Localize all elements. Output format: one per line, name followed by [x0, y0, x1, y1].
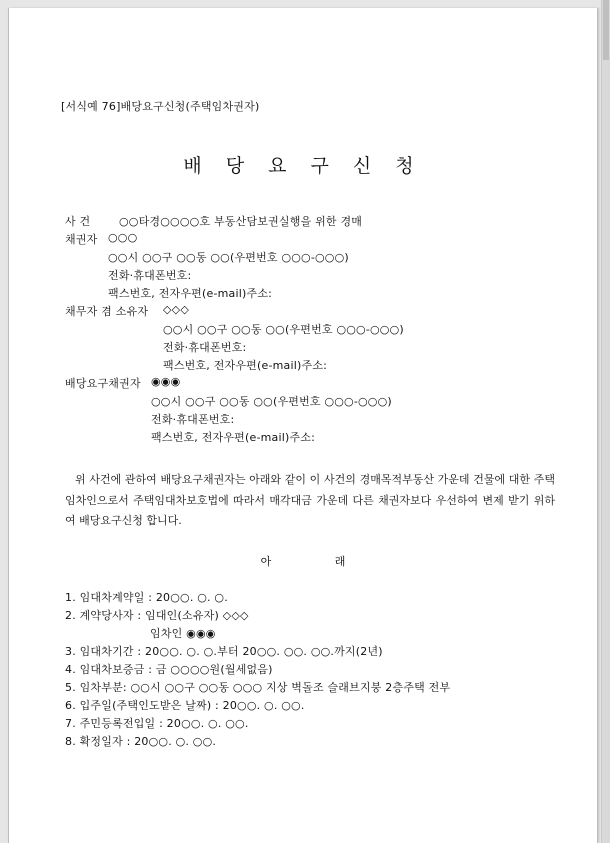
- creditor-label: 채권자: [65, 233, 98, 246]
- creditor-fax: 팩스번호, 전자우편(e-mail)주소:: [108, 287, 273, 300]
- below-heading: 아 래: [260, 555, 346, 568]
- item-parties: 2. 계약당사자 : 임대인(소유자) ◇◇◇: [65, 609, 249, 622]
- item-move-in-date: 6. 입주일(주택인도받은 날짜) : 20○○. ○. ○○.: [65, 699, 305, 712]
- body-paragraph: 위 사건에 관하여 배당요구채권자는 아래와 같이 이 사건의 경매목적부동산 가운데 건물에 대한 주택임차인으로서 주택임대차보호법에 따라서 매각대금 가운데 다른 채권자보다 우선하여 변제 받기 위하여 배당요구신청 합니다.: [65, 473, 555, 527]
- creditor-address: ○○시 ○○구 ○○동 ○○(우편번호 ○○○-○○○): [108, 251, 349, 264]
- document-title: 배 당 요 구 신 청: [183, 155, 423, 177]
- claimant-name: ◉◉◉: [151, 375, 181, 388]
- item-fixed-date: 8. 확정일자 : 20○○. ○. ○○.: [65, 735, 217, 748]
- debtor-label: 채무자 겸 소유자: [65, 305, 149, 318]
- item-deposit: 4. 임대차보증금 : 금 ○○○○원(월세없음): [65, 663, 273, 676]
- form-label: [서식예 76]배당요구신청(주택임차권자): [61, 100, 260, 113]
- case-value: ○○타경○○○○호 부동산담보권실행을 위한 경매: [119, 215, 363, 228]
- item-registration-date: 7. 주민등록전입일 : 20○○. ○. ○○.: [65, 717, 249, 730]
- claimant-label: 배당요구채권자: [65, 377, 141, 390]
- claimant-fax: 팩스번호, 전자우편(e-mail)주소:: [151, 431, 316, 444]
- debtor-address: ○○시 ○○구 ○○동 ○○(우편번호 ○○○-○○○): [163, 323, 404, 336]
- creditor-phone: 전화·휴대폰번호:: [108, 269, 192, 282]
- debtor-name: ◇◇◇: [163, 303, 189, 316]
- document-page: [8, 8, 598, 843]
- vertical-scrollbar[interactable]: [601, 0, 610, 843]
- item-contract-date: 1. 임대차계약일 : 20○○. ○. ○.: [65, 591, 228, 604]
- creditor-name: ○○○: [108, 231, 138, 244]
- item-leased-part: 5. 임차부분: ○○시 ○○구 ○○동 ○○○ 지상 벽돌조 슬래브지붕 2층주택 전부: [65, 681, 451, 694]
- claimant-address: ○○시 ○○구 ○○동 ○○(우편번호 ○○○-○○○): [151, 395, 392, 408]
- claimant-phone: 전화·휴대폰번호:: [151, 413, 235, 426]
- debtor-fax: 팩스번호, 전자우편(e-mail)주소:: [163, 359, 328, 372]
- debtor-phone: 전화·휴대폰번호:: [163, 341, 247, 354]
- scrollbar-thumb[interactable]: [603, 0, 609, 60]
- item-tenant: 임차인 ◉◉◉: [150, 627, 216, 640]
- item-lease-period: 3. 임대차기간 : 20○○. ○. ○.부터 20○○. ○○. ○○.까지(2년): [65, 645, 383, 658]
- case-label: 사 건: [65, 215, 91, 228]
